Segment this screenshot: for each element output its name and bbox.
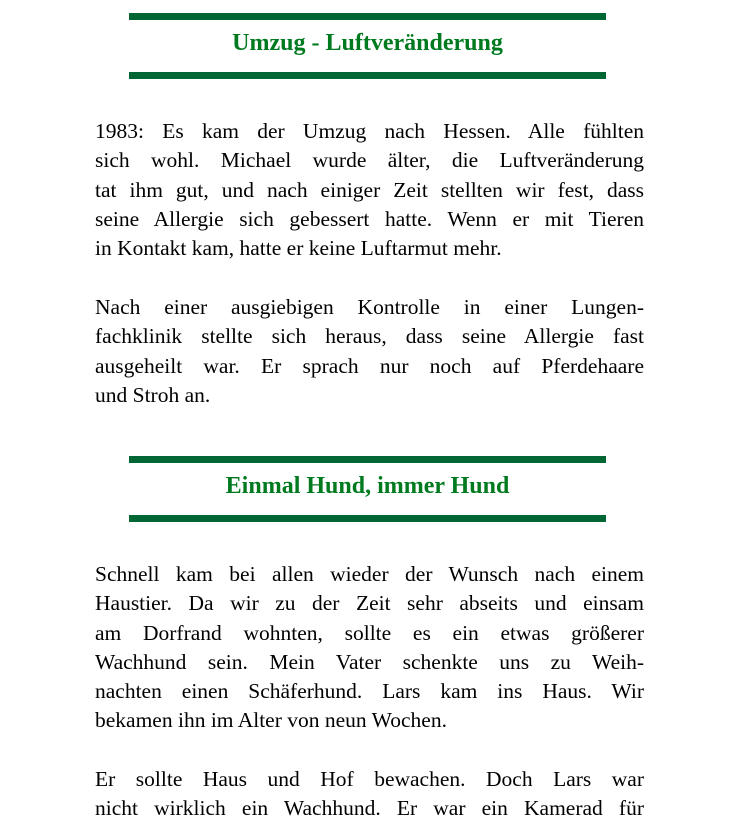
text-line: Schnell kam bei allen wieder der Wunsch nach einem — [95, 562, 644, 586]
paragraph-umzug-2 — [95, 293, 644, 410]
text-line: nicht wirklich ein Wachhund. Er war ein Kamerad für — [95, 796, 644, 821]
text-line: tat ihm gut, und nach einiger Zeit stellten wir fest, dass — [95, 177, 644, 202]
text-line: Er sollte Haus und Hof bewachen. Doch Lars war — [95, 767, 644, 791]
paragraph-umzug-1 — [95, 117, 644, 263]
paragraph-hund-1 — [95, 560, 644, 736]
paragraph-hund-2 — [95, 765, 644, 824]
text-line: und Stroh an. — [95, 382, 211, 407]
text-line: ausgeheilt war. Er sprach nur noch auf Pferdehaare — [95, 353, 644, 378]
section-heading-hund: Einmal Hund, immer Hund — [225, 473, 510, 499]
text-line: am Dorfrand wohnten, sollte es ein etwas größerer — [95, 620, 644, 645]
text-line: Nach einer ausgiebigen Kontrolle in einer Lungen- — [95, 295, 644, 319]
heading-rule-top — [129, 13, 606, 20]
text-line: Wachhund sein. Mein Vater schenkte uns zu Weih- — [95, 649, 644, 674]
text-line: fachklinik stellte sich heraus, dass seine Allergie fast — [95, 324, 644, 349]
text-line: seine Allergie sich gebessert hatte. Wenn er mit Tieren — [95, 206, 644, 231]
text-line: nachten einen Schäferhund. Lars kam ins Haus. Wir — [95, 679, 644, 704]
heading-rule-bottom — [129, 72, 606, 79]
heading-rule-bottom — [129, 515, 606, 522]
section-heading-umzug: Umzug - Luftveränderung — [232, 30, 503, 56]
text-line: in Kontakt kam, hatte er keine Luftarmut mehr. — [95, 236, 502, 261]
text-line: Haustier. Da wir zu der Zeit sehr abseits und einsam — [95, 591, 644, 616]
text-line: 1983: Es kam der Umzug nach Hessen. Alle fühlten — [95, 119, 644, 143]
text-line: bekamen ihn im Alter von neun Wochen. — [95, 708, 447, 733]
text-line: sich wohl. Michael wurde älter, die Luftveränderung — [95, 148, 644, 173]
heading-rule-top — [129, 456, 606, 463]
